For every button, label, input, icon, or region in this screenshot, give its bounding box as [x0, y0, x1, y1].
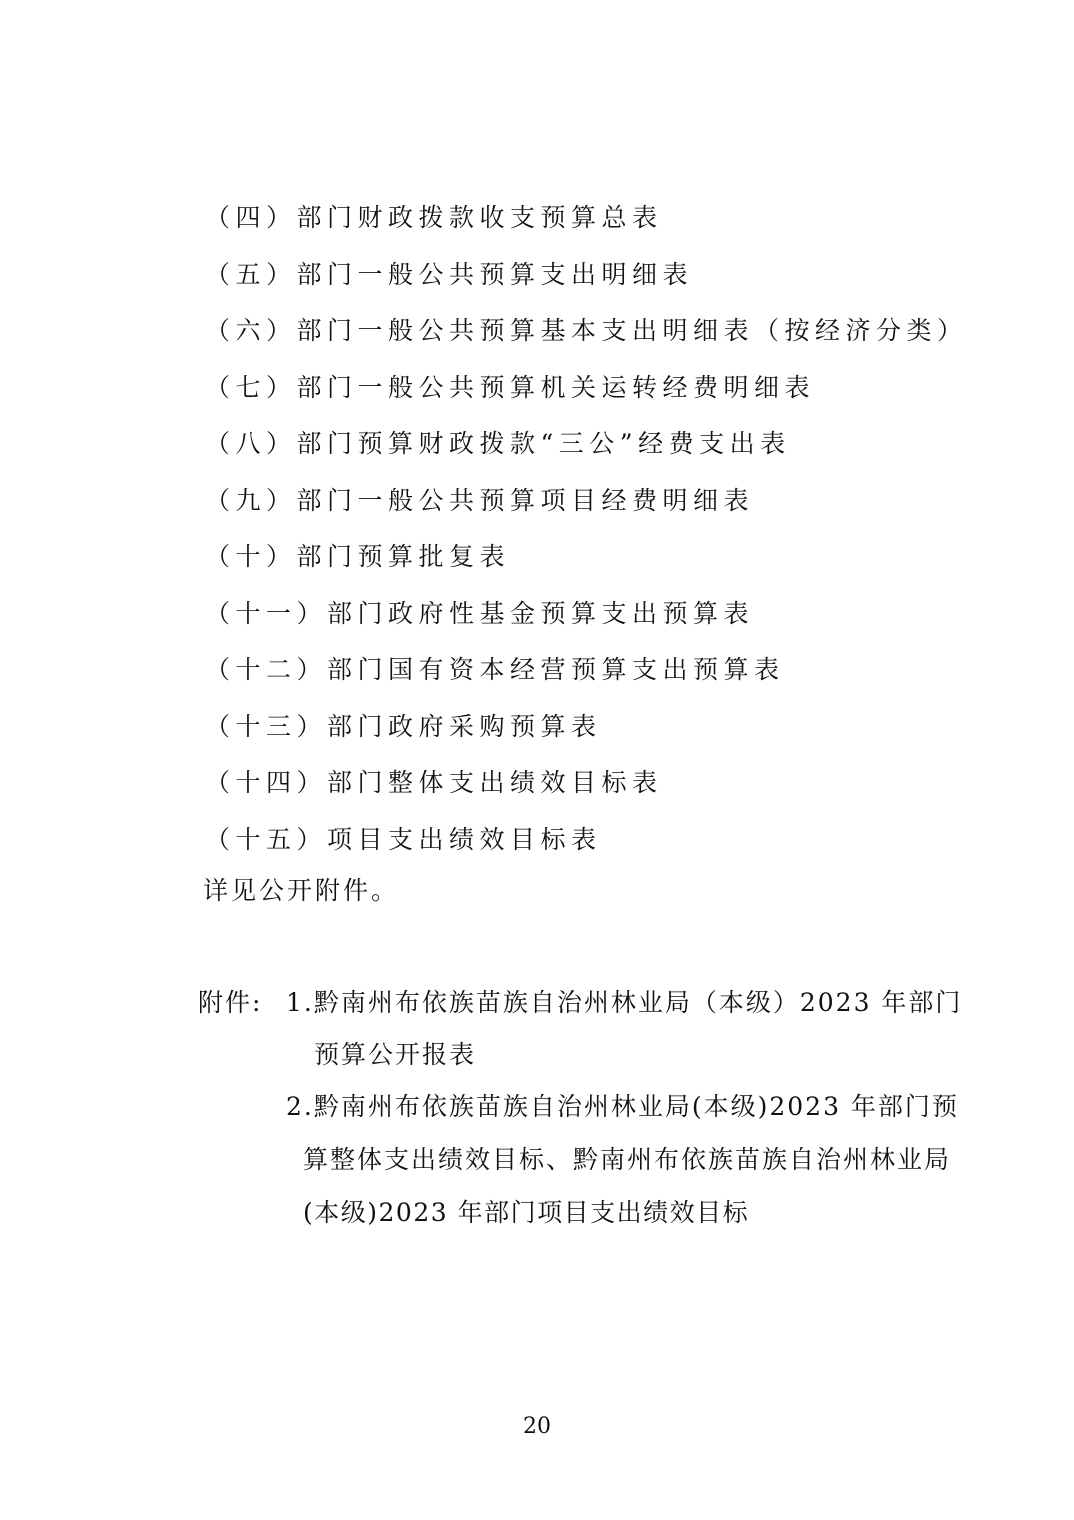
see-attachment-note: 详见公开附件。 [203, 876, 400, 905]
list-item: （十二）部门国有资本经营预算支出预算表 [205, 655, 785, 684]
list-item: （十三）部门政府采购预算表 [205, 711, 602, 741]
attachment-2-line-3: (本级)2023 年部门项目支出绩效目标 [303, 1198, 750, 1227]
list-item: （九）部门一般公共预算项目经费明细表 [205, 485, 755, 515]
attachment-1-line-2: 预算公开报表 [314, 1040, 477, 1069]
list-item: （十）部门预算批复表 [205, 542, 511, 571]
list-item: （十五）项目支出绩效目标表 [205, 824, 602, 854]
attachment-2-line-1: 2.黔南州布依族苗族自治州林业局(本级)2023 年部门预 [286, 1092, 959, 1121]
list-item: （十一）部门政府性基金预算支出预算表 [205, 598, 755, 628]
list-item: （八）部门预算财政拨款“三公”经费支出表 [205, 429, 791, 458]
budget-table-list [205, 197, 968, 875]
list-item: （十四）部门整体支出绩效目标表 [205, 768, 663, 797]
attachment-2-line-2: 算整体支出绩效目标、黔南州布依族苗族自治州林业局 [303, 1145, 952, 1174]
list-item: （六）部门一般公共预算基本支出明细表（按经济分类） [205, 316, 968, 345]
page-number: 20 [523, 1414, 551, 1439]
list-item: （四）部门财政拨款收支预算总表 [205, 203, 663, 232]
list-item: （七）部门一般公共预算机关运转经费明细表 [205, 372, 816, 402]
attachment-1-line-1: 1.黔南州布依族苗族自治州林业局（本级）2023 年部门 [286, 988, 963, 1017]
attachments-label: 附件: [198, 988, 263, 1017]
list-item: （五）部门一般公共预算支出明细表 [205, 259, 694, 289]
